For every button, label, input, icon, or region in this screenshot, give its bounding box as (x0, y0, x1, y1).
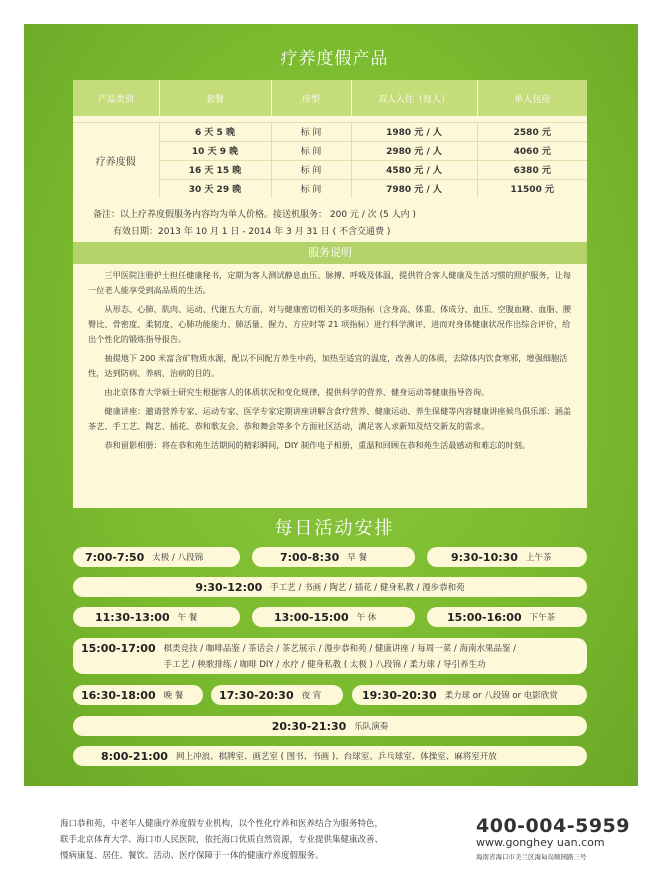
table-row (73, 122, 587, 141)
schedule-time: 19:30-20:30 (362, 688, 437, 702)
schedule-item (73, 547, 240, 567)
price-table (73, 80, 587, 198)
service-paragraph: 从形态、心肺、肌肉、运动、代谢五大方面，对与健康密切相关的多项指标（含身高、体重、体成分、血压、空腹血糖、血脂、腰臀比、骨密度、柔韧度、心肺功能能力、肺活量、握力、方应时等 21 项指标）进行科学测评，进而对身体健康状况作出综合评价，给出个性化的锻炼指导报告。 (88, 304, 572, 344)
single-price-cell: 2580 元 (477, 122, 587, 141)
package-cell: 10 天 9 晚 (159, 141, 271, 160)
schedule-item (73, 685, 203, 705)
category-cell: 疗养度假 (73, 122, 159, 198)
footer-website[interactable]: www.gonghey uan.com (476, 836, 605, 849)
schedule-item (252, 547, 415, 567)
schedule-activity: 午 餐 (177, 613, 198, 623)
schedule-time: 7:00-7:50 (85, 550, 145, 564)
service-paragraph: 由北京体育大学硕士研究生根据客人的体质状况和变化规律，提供科学的营养、健身运动等健康指导咨询。 (104, 387, 490, 397)
single-price-cell: 6380 元 (477, 160, 587, 179)
double-price-cell: 1980 元 / 人 (351, 122, 477, 141)
single-price-cell: 4060 元 (477, 141, 587, 160)
schedule-time: 17:30-20:30 (219, 688, 294, 702)
schedule-activity: 太极 / 八段锦 (152, 553, 204, 563)
package-cell: 6 天 5 晚 (159, 122, 271, 141)
schedule-time: 16:30-18:00 (81, 688, 156, 702)
section-title-products: 疗养度假产品 (280, 49, 389, 69)
schedule-time: 11:30-13:00 (95, 610, 170, 624)
footer-address: 海南省海口市美兰区海甸岛顺园路三号 (476, 853, 587, 861)
schedule-activity: 午 休 (356, 613, 377, 623)
note-remark: 备注：以上疗养度假服务内容均为单人价格。接送机服务： 200 元 / 次 (5 人内 ) (93, 210, 416, 220)
service-paragraph: 健康讲座：邀请营养专家、运动专家、医学专家定期讲座讲解含食疗营养、健康运动、养生保健等内容健康讲座候鸟俱乐部：涵盖茶艺、手工艺、陶艺、插花、恭和歌友会、恭和舞会等多个方面社区活动，满足客人求新知及结交新友的需求。 (88, 406, 572, 431)
schedule-time: 7:00-8:30 (280, 550, 340, 564)
package-cell: 30 天 29 晚 (159, 179, 271, 198)
schedule-time: 15:00-17:00 (81, 642, 156, 655)
schedule-activity: 夜 宵 (301, 691, 322, 701)
schedule-activity-line: 手工艺 / 秧歌排练 / 咖啡 DIY / 水疗 / 健身私教 ( 太极 ) 八段锦 / 柔力球 / 导引养生功 (163, 660, 486, 670)
schedule-activity: 晚 餐 (163, 691, 184, 701)
schedule-item (352, 685, 587, 705)
service-paragraph: 恭和留影相册：将在恭和苑生活期间的精彩瞬间，DIY 制作电子相册，重温和回顾在恭和苑生活最感动和难忘的时刻。 (104, 440, 531, 450)
header-room: 房型 (271, 80, 351, 116)
schedule-time: 9:30-10:30 (451, 550, 518, 564)
schedule-activity: 手工艺 / 书画 / 陶艺 / 插花 / 健身私教 / 漫步恭和苑 (270, 583, 465, 593)
schedule-time: 20:30-21:30 (271, 719, 347, 733)
section-title-service: 服务说明 (73, 242, 587, 264)
schedule-activity: 柔力球 or 八段锦 or 电影欣赏 (444, 691, 558, 701)
double-price-cell: 7980 元 / 人 (351, 179, 477, 198)
single-price-cell: 11500 元 (477, 179, 587, 198)
room-cell: 标 间 (271, 179, 351, 198)
service-description (88, 268, 578, 457)
schedule-activity: 上午茶 (525, 553, 552, 563)
footer-phone: 400-004-5959 (476, 815, 630, 837)
schedule-activity (164, 641, 516, 673)
schedule-item (73, 638, 587, 674)
service-paragraph: 抽提地下 200 米富含矿物质水源，配以不同配方养生中药，加热至适宜的温度，改善人的体质，去除体内饮食寒邪，增强细胞活性，达到防病、养病、治病的目的。 (88, 353, 568, 378)
schedule-time: 13:00-15:00 (274, 610, 349, 624)
schedule-item (73, 577, 587, 597)
package-cell: 16 天 15 晚 (159, 160, 271, 179)
header-double: 双人入住（每人） (351, 80, 477, 116)
schedule-activity-line: 棋类竞技 / 咖啡品鉴 / 茶话会 / 茶艺展示 / 漫步恭和苑 / 健康讲座 / 每周一菜 / 海南水果品鉴 / (163, 644, 517, 654)
footer-line: 慢病康复、居住、餐饮、活动、医疗保障于一体的健康疗养度假服务。 (60, 851, 324, 861)
schedule-activity: 早 餐 (347, 553, 367, 563)
header-single: 单人包房 (477, 80, 587, 116)
section-title-schedule: 每日活动安排 (274, 518, 395, 539)
footer-line: 联手北京体育大学、海口市人民医院，依托海口优质自然资源，专业提供集健康改善、 (60, 835, 384, 845)
room-cell: 标 间 (271, 160, 351, 179)
note-validity: 有效日期：2013 年 10 月 1 日 - 2014 年 3 月 31 日 ( 不含交通费 ) (113, 227, 391, 237)
double-price-cell: 2980 元 / 人 (351, 141, 477, 160)
footer-description (60, 816, 383, 864)
room-cell: 标 间 (271, 122, 351, 141)
schedule-item (252, 607, 415, 627)
schedule-item (73, 746, 587, 766)
footer-line: 海口恭和苑，中老年人健康疗养度假专业机构，以个性化疗养和医养结合为服务特色， (60, 819, 384, 829)
schedule-item (211, 685, 343, 705)
header-package: 套餐 (159, 80, 271, 116)
room-cell: 标 间 (271, 141, 351, 160)
schedule-item (73, 607, 240, 627)
double-price-cell: 4580 元 / 人 (351, 160, 477, 179)
header-category: 产品类别 (73, 80, 159, 116)
service-paragraph: 三甲医院注册护士担任健康秘书，定期为客人测试静息血压、脉搏、呼吸及体温，提供符合客人健康及生活习惯的照护服务，让每一位老人能享受到高品质的生活。 (88, 270, 572, 295)
schedule-activity: 下午茶 (529, 613, 556, 623)
schedule-item (73, 716, 587, 736)
schedule-time: 15:00-16:00 (447, 610, 522, 624)
schedule-activity: 乐队演奏 (354, 722, 389, 732)
schedule-item (427, 547, 587, 567)
schedule-activity: 网上冲浪、棋牌室、画艺室 ( 图书、书画 )、台球室、乒乓球室、体操室、麻将室开放 (175, 752, 497, 762)
schedule-time: 8:00-21:00 (101, 749, 168, 763)
schedule-time: 9:30-12:00 (195, 580, 263, 594)
schedule-item (427, 607, 587, 627)
